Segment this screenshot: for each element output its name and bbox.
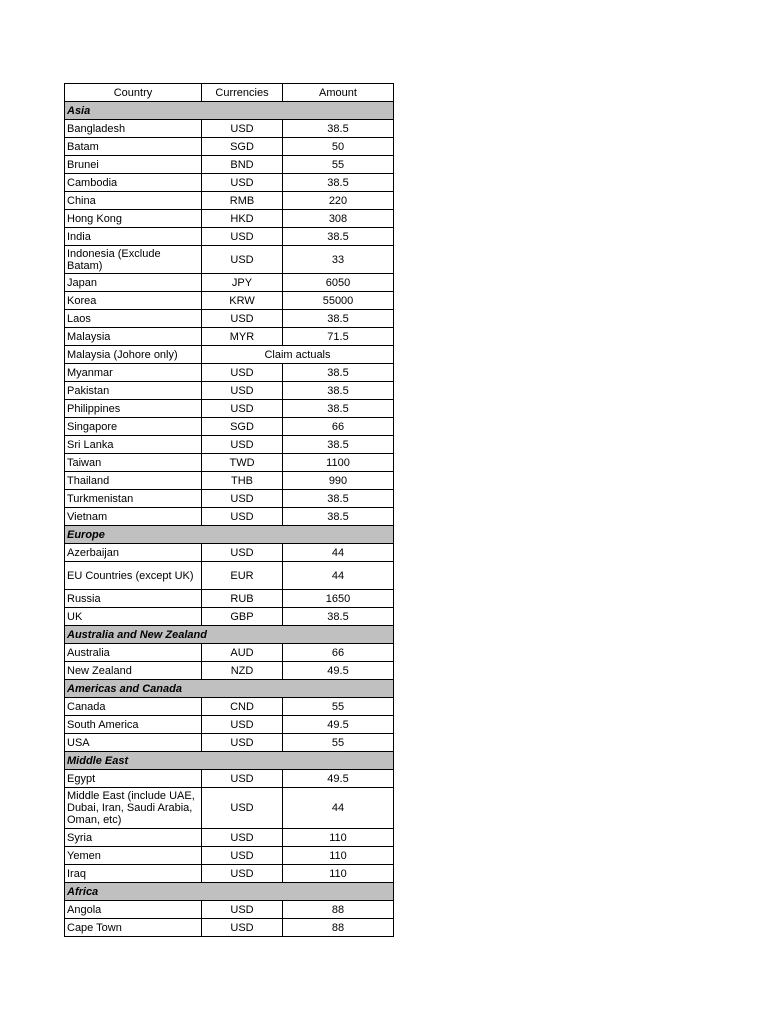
table-row <box>65 310 394 328</box>
currency-cell: USD <box>202 310 283 328</box>
currency-cell: MYR <box>202 328 283 346</box>
amount-cell: 38.5 <box>283 436 394 454</box>
currency-cell: SGD <box>202 418 283 436</box>
table-row <box>65 346 394 364</box>
country-cell: USA <box>65 734 202 752</box>
currency-cell: NZD <box>202 662 283 680</box>
table-row <box>65 662 394 680</box>
currency-cell: RUB <box>202 590 283 608</box>
section-label: Middle East <box>65 752 394 770</box>
currency-cell: CND <box>202 698 283 716</box>
merged-note-cell: Claim actuals <box>202 346 394 364</box>
section-row <box>65 102 394 120</box>
amount-cell: 55 <box>283 734 394 752</box>
table-row <box>65 472 394 490</box>
section-label: Asia <box>65 102 394 120</box>
table-row <box>65 544 394 562</box>
country-cell: Australia <box>65 644 202 662</box>
header-currencies: Currencies <box>202 84 283 102</box>
amount-cell: 110 <box>283 865 394 883</box>
currency-cell: EUR <box>202 562 283 590</box>
country-cell: Sri Lanka <box>65 436 202 454</box>
country-cell: Brunei <box>65 156 202 174</box>
amount-cell: 220 <box>283 192 394 210</box>
amount-cell: 110 <box>283 847 394 865</box>
amount-cell: 55 <box>283 698 394 716</box>
table-body <box>65 102 394 937</box>
country-cell: India <box>65 228 202 246</box>
amount-cell: 38.5 <box>283 120 394 138</box>
section-label: Africa <box>65 883 394 901</box>
amount-cell: 88 <box>283 901 394 919</box>
currency-cell: USD <box>202 400 283 418</box>
country-cell: Iraq <box>65 865 202 883</box>
currency-cell: USD <box>202 228 283 246</box>
country-cell: Bangladesh <box>65 120 202 138</box>
country-cell: Laos <box>65 310 202 328</box>
table-row <box>65 698 394 716</box>
country-cell: UK <box>65 608 202 626</box>
country-cell: Hong Kong <box>65 210 202 228</box>
currency-cell: AUD <box>202 644 283 662</box>
section-label: Americas and Canada <box>65 680 394 698</box>
currency-cell: BND <box>202 156 283 174</box>
currency-cell: USD <box>202 174 283 192</box>
currency-cell: JPY <box>202 274 283 292</box>
section-row <box>65 752 394 770</box>
country-cell: Canada <box>65 698 202 716</box>
country-cell: Batam <box>65 138 202 156</box>
currency-cell: KRW <box>202 292 283 310</box>
amount-cell: 38.5 <box>283 508 394 526</box>
amount-cell: 38.5 <box>283 364 394 382</box>
table-row <box>65 454 394 472</box>
table-row <box>65 490 394 508</box>
currency-cell: USD <box>202 490 283 508</box>
country-cell: South America <box>65 716 202 734</box>
table-row <box>65 364 394 382</box>
country-cell: Egypt <box>65 770 202 788</box>
amount-cell: 50 <box>283 138 394 156</box>
amount-cell: 66 <box>283 644 394 662</box>
currency-cell: USD <box>202 544 283 562</box>
allowance-table-container <box>64 83 393 937</box>
country-cell: China <box>65 192 202 210</box>
table-row <box>65 400 394 418</box>
table-row <box>65 716 394 734</box>
table-row <box>65 246 394 274</box>
table-row <box>65 734 394 752</box>
section-row <box>65 680 394 698</box>
currency-cell: RMB <box>202 192 283 210</box>
table-row <box>65 274 394 292</box>
currency-cell: USD <box>202 382 283 400</box>
currency-cell: USD <box>202 716 283 734</box>
country-cell: Philippines <box>65 400 202 418</box>
currency-cell: THB <box>202 472 283 490</box>
amount-cell: 71.5 <box>283 328 394 346</box>
country-cell: Malaysia (Johore only) <box>65 346 202 364</box>
country-cell: New Zealand <box>65 662 202 680</box>
amount-cell: 38.5 <box>283 382 394 400</box>
country-cell: Vietnam <box>65 508 202 526</box>
section-label: Australia and New Zealand <box>65 626 394 644</box>
amount-cell: 990 <box>283 472 394 490</box>
country-cell: EU Countries (except UK) <box>65 562 202 590</box>
amount-cell: 38.5 <box>283 608 394 626</box>
header-row <box>65 84 394 102</box>
table-row <box>65 788 394 829</box>
table-row <box>65 847 394 865</box>
section-label: Europe <box>65 526 394 544</box>
amount-cell: 6050 <box>283 274 394 292</box>
currency-cell: TWD <box>202 454 283 472</box>
allowance-table <box>64 83 394 937</box>
currency-cell: USD <box>202 919 283 937</box>
table-row <box>65 418 394 436</box>
country-cell: Azerbaijan <box>65 544 202 562</box>
country-cell: Pakistan <box>65 382 202 400</box>
amount-cell: 88 <box>283 919 394 937</box>
table-row <box>65 328 394 346</box>
country-cell: Taiwan <box>65 454 202 472</box>
amount-cell: 1100 <box>283 454 394 472</box>
currency-cell: HKD <box>202 210 283 228</box>
currency-cell: USD <box>202 770 283 788</box>
country-cell: Malaysia <box>65 328 202 346</box>
section-row <box>65 626 394 644</box>
amount-cell: 38.5 <box>283 400 394 418</box>
country-cell: Turkmenistan <box>65 490 202 508</box>
country-cell: Thailand <box>65 472 202 490</box>
table-row <box>65 919 394 937</box>
table-row <box>65 156 394 174</box>
country-cell: Russia <box>65 590 202 608</box>
country-cell: Japan <box>65 274 202 292</box>
amount-cell: 308 <box>283 210 394 228</box>
country-cell: Syria <box>65 829 202 847</box>
amount-cell: 44 <box>283 544 394 562</box>
currency-cell: SGD <box>202 138 283 156</box>
amount-cell: 49.5 <box>283 662 394 680</box>
currency-cell: USD <box>202 364 283 382</box>
currency-cell: GBP <box>202 608 283 626</box>
currency-cell: USD <box>202 734 283 752</box>
table-row <box>65 608 394 626</box>
currency-cell: USD <box>202 847 283 865</box>
currency-cell: USD <box>202 246 283 274</box>
table-row <box>65 508 394 526</box>
amount-cell: 55000 <box>283 292 394 310</box>
country-cell: Cape Town <box>65 919 202 937</box>
currency-cell: USD <box>202 788 283 829</box>
table-row <box>65 644 394 662</box>
table-row <box>65 436 394 454</box>
country-cell: Korea <box>65 292 202 310</box>
table-row <box>65 210 394 228</box>
amount-cell: 55 <box>283 156 394 174</box>
currency-cell: USD <box>202 436 283 454</box>
country-cell: Myanmar <box>65 364 202 382</box>
table-row <box>65 228 394 246</box>
amount-cell: 44 <box>283 562 394 590</box>
table-row <box>65 901 394 919</box>
header-amount: Amount <box>283 84 394 102</box>
table-row <box>65 192 394 210</box>
currency-cell: USD <box>202 829 283 847</box>
table-row <box>65 138 394 156</box>
currency-cell: USD <box>202 508 283 526</box>
section-row <box>65 883 394 901</box>
amount-cell: 49.5 <box>283 770 394 788</box>
amount-cell: 44 <box>283 788 394 829</box>
amount-cell: 49.5 <box>283 716 394 734</box>
currency-cell: USD <box>202 901 283 919</box>
amount-cell: 66 <box>283 418 394 436</box>
country-cell: Cambodia <box>65 174 202 192</box>
table-row <box>65 770 394 788</box>
table-row <box>65 292 394 310</box>
country-cell: Singapore <box>65 418 202 436</box>
table-row <box>65 562 394 590</box>
table-row <box>65 865 394 883</box>
country-cell: Yemen <box>65 847 202 865</box>
country-cell: Middle East (include UAE, Dubai, Iran, Saudi Arabia, Oman, etc) <box>65 788 202 829</box>
amount-cell: 110 <box>283 829 394 847</box>
amount-cell: 33 <box>283 246 394 274</box>
header-country: Country <box>65 84 202 102</box>
amount-cell: 38.5 <box>283 490 394 508</box>
table-row <box>65 174 394 192</box>
currency-cell: USD <box>202 120 283 138</box>
amount-cell: 1650 <box>283 590 394 608</box>
table-row <box>65 590 394 608</box>
table-row <box>65 829 394 847</box>
table-row <box>65 120 394 138</box>
section-row <box>65 526 394 544</box>
amount-cell: 38.5 <box>283 174 394 192</box>
amount-cell: 38.5 <box>283 310 394 328</box>
amount-cell: 38.5 <box>283 228 394 246</box>
currency-cell: USD <box>202 865 283 883</box>
country-cell: Angola <box>65 901 202 919</box>
table-row <box>65 382 394 400</box>
country-cell: Indonesia (Exclude Batam) <box>65 246 202 274</box>
